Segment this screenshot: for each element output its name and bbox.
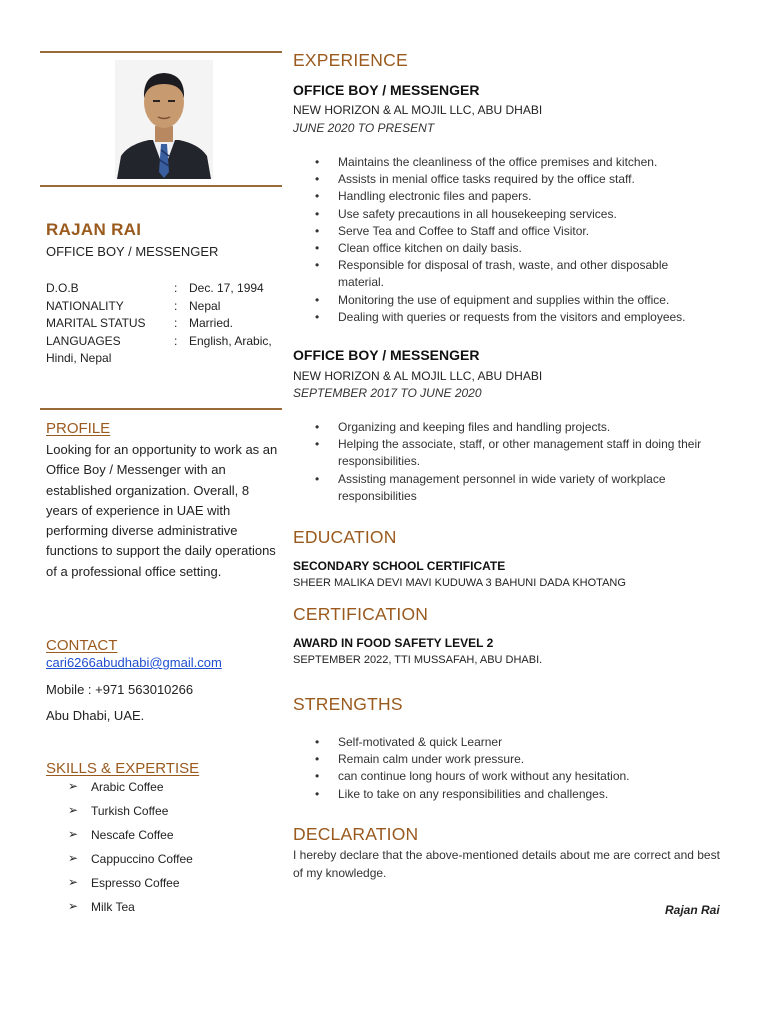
signature-name: Rajan Rai — [665, 903, 720, 917]
list-item: • Maintains the cleanliness of the office premises and kitchen. — [293, 154, 730, 171]
declaration-text: I hereby declare that the above-mentioned details about me are correct and best of my knowledge. — [293, 848, 720, 880]
detail-label: NATIONALITY — [46, 298, 124, 313]
list-item — [46, 876, 282, 900]
profile-text: Looking for an opportunity to work as an Office Boy / Messenger with an established organization. Overall, 8 years of experience in UAE with performing diverse administrative functions to support the daily operations of a professional office setting. — [46, 442, 278, 579]
detail-value: Married. — [189, 316, 234, 330]
profile-photo — [115, 60, 213, 179]
detail-label: MARITAL STATUS — [46, 316, 146, 330]
list-item: • Handling electronic files and papers. — [293, 188, 730, 205]
list-item: • Clean office kitchen on daily basis. — [293, 240, 730, 257]
job-duties-list — [293, 419, 730, 505]
detail-dob — [46, 280, 278, 298]
detail-separator: : — [174, 298, 178, 313]
detail-separator: : — [174, 316, 178, 330]
detail-label: LANGUAGES — [46, 333, 121, 348]
arrow-bullet-icon: ➢ — [68, 851, 79, 865]
skill-label: Espresso Coffee — [91, 876, 180, 890]
list-item: • Use safety precautions in all housekeeping services. — [293, 206, 730, 223]
email-link[interactable]: cari6266abudhabi@gmail.com — [46, 655, 222, 670]
list-item: • Serve Tea and Coffee to Staff and office Visitor. — [293, 223, 730, 240]
education-heading: EDUCATION — [293, 527, 397, 547]
certification-heading: CERTIFICATION — [293, 604, 429, 624]
certification-detail: SEPTEMBER 2022, TTI MUSSAFAH, ABU DHABI. — [293, 654, 543, 666]
skill-label: Turkish Coffee — [91, 804, 169, 818]
photo-bottom-rule — [40, 185, 282, 187]
experience-heading: EXPERIENCE — [293, 50, 408, 70]
job-duties-list — [293, 154, 730, 326]
skill-label: Arabic Coffee — [91, 780, 164, 794]
list-item: • Responsible for disposal of trash, waste, and other disposable material. — [293, 257, 698, 291]
education-school: SHEER MALIKA DEVI MAVI KUDUWA 3 BAHUNI DADA KHOTANG — [293, 577, 626, 589]
location: Abu Dhabi, UAE. — [46, 708, 145, 723]
candidate-title: OFFICE BOY / MESSENGER — [46, 244, 219, 259]
list-item: • Like to take on any responsibilities and challenges. — [293, 786, 730, 803]
detail-value: Dec. 17, 1994 — [189, 281, 264, 295]
skill-label: Milk Tea — [91, 900, 135, 914]
personal-details — [46, 280, 278, 368]
strengths-list — [293, 734, 730, 803]
detail-label: D.O.B — [46, 281, 79, 295]
detail-value: English, Arabic, — [189, 333, 272, 348]
list-item: • Assists in menial office tasks required by the office staff. — [293, 171, 730, 188]
arrow-bullet-icon: ➢ — [68, 803, 79, 817]
arrow-bullet-icon: ➢ — [68, 827, 79, 841]
detail-separator: : — [174, 333, 178, 348]
arrow-bullet-icon: ➢ — [68, 899, 79, 913]
strengths-heading: STRENGTHS — [293, 694, 403, 714]
detail-value: Hindi, Nepal — [46, 351, 112, 365]
skill-label: Nescafe Coffee — [91, 828, 174, 842]
list-item: • can continue long hours of work without any hesitation. — [293, 768, 730, 785]
job-dates: JUNE 2020 TO PRESENT — [293, 121, 435, 135]
list-item — [46, 828, 282, 852]
detail-marital-status — [46, 315, 278, 333]
list-item: • Remain calm under work pressure. — [293, 751, 730, 768]
detail-separator: : — [174, 281, 178, 295]
detail-languages-continued — [46, 350, 278, 368]
list-item: • Dealing with queries or requests from the visitors and employees. — [293, 309, 730, 326]
list-item — [46, 900, 282, 924]
job-company: NEW HORIZON & AL MOJIL LLC, ABU DHABI — [293, 103, 543, 117]
list-item: • Self-motivated & quick Learner — [293, 734, 730, 751]
mobile-number: Mobile : +971 563010266 — [46, 682, 194, 697]
job-title: OFFICE BOY / MESSENGER — [293, 82, 480, 98]
declaration-heading: DECLARATION — [293, 824, 419, 844]
contact-heading: CONTACT — [46, 637, 118, 654]
profile-rule — [40, 408, 282, 410]
arrow-bullet-icon: ➢ — [68, 875, 79, 889]
certification-title: AWARD IN FOOD SAFETY LEVEL 2 — [293, 636, 494, 650]
detail-nationality — [46, 298, 278, 316]
job-company: NEW HORIZON & AL MOJIL LLC, ABU DHABI — [293, 369, 543, 383]
list-item — [46, 780, 282, 804]
top-left-rule — [40, 51, 282, 53]
job-dates: SEPTEMBER 2017 TO JUNE 2020 — [293, 386, 482, 400]
list-item — [46, 804, 282, 828]
education-title: SECONDARY SCHOOL CERTIFICATE — [293, 559, 506, 573]
job-title: OFFICE BOY / MESSENGER — [293, 347, 480, 363]
detail-languages — [46, 333, 278, 351]
list-item: • Helping the associate, staff, or other management staff in doing their responsibilities. — [293, 436, 708, 470]
skill-label: Cappuccino Coffee — [91, 852, 193, 866]
list-item: • Organizing and keeping files and handling projects. — [293, 419, 730, 436]
list-item: • Monitoring the use of equipment and supplies within the office. — [293, 292, 730, 309]
skills-list — [46, 780, 282, 924]
arrow-bullet-icon: ➢ — [68, 779, 79, 793]
skills-heading: SKILLS & EXPERTISE — [46, 760, 200, 777]
list-item: • Assisting management personnel in wide variety of workplace responsibilities — [293, 471, 698, 505]
candidate-name: RAJAN RAI — [46, 220, 142, 239]
detail-value: Nepal — [189, 298, 221, 313]
profile-heading: PROFILE — [46, 420, 111, 437]
list-item — [46, 852, 282, 876]
